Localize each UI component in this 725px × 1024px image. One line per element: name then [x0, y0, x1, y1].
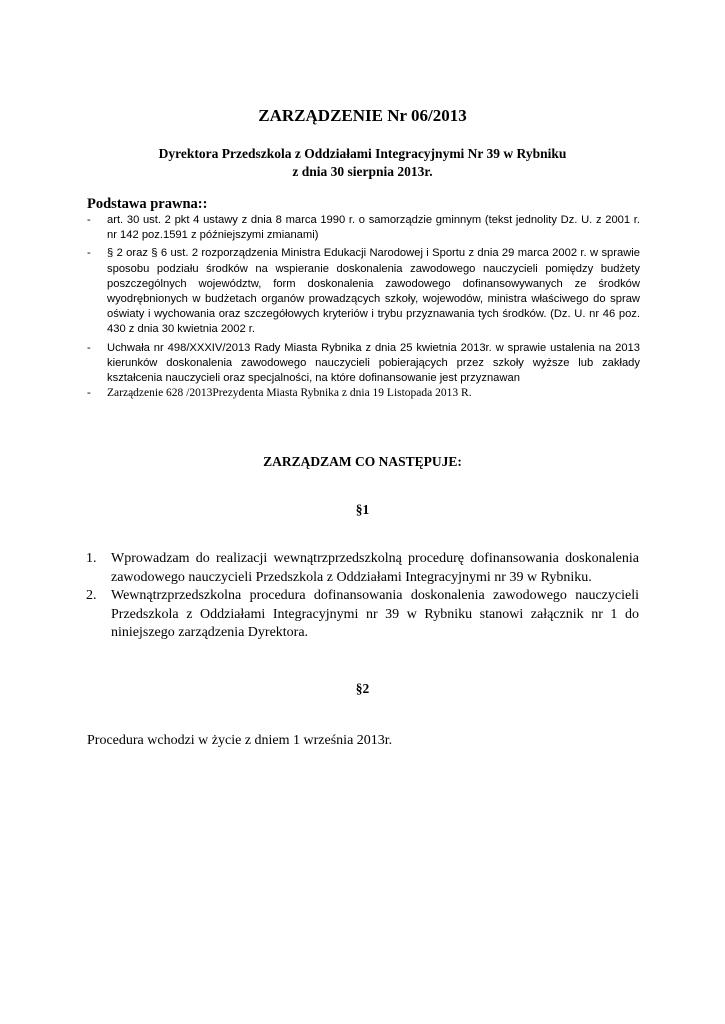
section-1-points	[86, 550, 639, 643]
numbered-point	[86, 587, 639, 643]
issuer-line: Dyrektora Przedszkola z Oddziałami Integracyjnymi Nr 39 w Rybniku	[158, 146, 567, 161]
legal-basis-item	[87, 341, 640, 387]
point-number: 1.	[86, 551, 97, 566]
numbered-point	[86, 550, 639, 587]
decree-heading: ZARZĄDZAM CO NASTĘPUJE:	[263, 454, 462, 469]
section-1-mark: §1	[355, 502, 370, 517]
list-dash: -	[87, 387, 91, 400]
list-dash: -	[87, 341, 91, 354]
list-dash: -	[87, 214, 91, 226]
legal-basis-item	[87, 213, 640, 243]
legal-basis-list	[87, 213, 640, 401]
document-subtitle	[0, 145, 725, 181]
list-dash: -	[87, 247, 91, 260]
document-title: ZARZĄDZENIE Nr 06/2013	[258, 106, 467, 125]
date-line: z dnia 30 sierpnia 2013r.	[292, 164, 433, 179]
point-text: Wprowadzam do realizacji wewnątrzprzedszkolną procedurę dofinansowania doskonalenia zawodowego nauczycieli Przedszkola z Oddziałami Integracyjnymi nr 39 w Rybniku.	[111, 551, 639, 585]
section-2-mark: §2	[355, 681, 370, 696]
legal-basis-heading: Podstawa prawna::	[87, 196, 208, 212]
legal-basis-item	[87, 246, 640, 337]
legal-basis-text: Zarządzenie 628 /2013Prezydenta Miasta Rybnika z dnia 19 Listopada 2013 R.	[107, 387, 472, 400]
legal-basis-text: Uchwała nr 498/XXXIV/2013 Rady Miasta Rybnika z dnia 25 kwietnia 2013r. w sprawie ustalenia na 2013 kierunków doskonalenia zawodowego nauczycieli pobierających przez szkoły wyższe lub zakłady kształcenia nauczycieli oraz specjalności, na które dofinansowanie jest przyznawan	[107, 341, 640, 385]
point-number: 2.	[86, 588, 97, 603]
closing-statement: Procedura wchodzi w życie z dniem 1 września 2013r.	[87, 733, 393, 748]
legal-basis-item	[87, 386, 640, 401]
point-text: Wewnątrzprzedszkolna procedura dofinansowania doskonalenia zawodowego nauczycieli Przedszkola z Oddziałami Integracyjnymi nr 39 w Rybniku stanowi załącznik nr 1 do niniejszego zarządzenia Dyrektora.	[111, 588, 639, 640]
legal-basis-text: art. 30 ust. 2 pkt 4 ustawy z dnia 8 marca 1990 r. o samorządzie gminnym (tekst jednolity Dz. U. z 2001 r. nr 142 poz.1591 z późniejszymi zmianami)	[107, 214, 640, 242]
legal-basis-text: § 2 oraz § 6 ust. 2 rozporządzenia Ministra Edukacji Narodowej i Sportu z dnia 29 marca 2002 r. w sprawie sposobu podziału środków na wspieranie doskonalenia zawodowego nauczycieli pomiędzy budżety poszczególnych województw, form doskonalenia zawodowego dofinansowywanych ze środków wyodrębnionych w budżetach organów prowadzących szkoły, wojewodów, ministra właściwego do spraw oświaty i wychowania oraz szczegółowych kryteriów i trybu przyznawania tych środków. (Dz. U. nr 46 poz. 430 z dnia 30 kwietnia 2002 r.	[107, 247, 640, 336]
